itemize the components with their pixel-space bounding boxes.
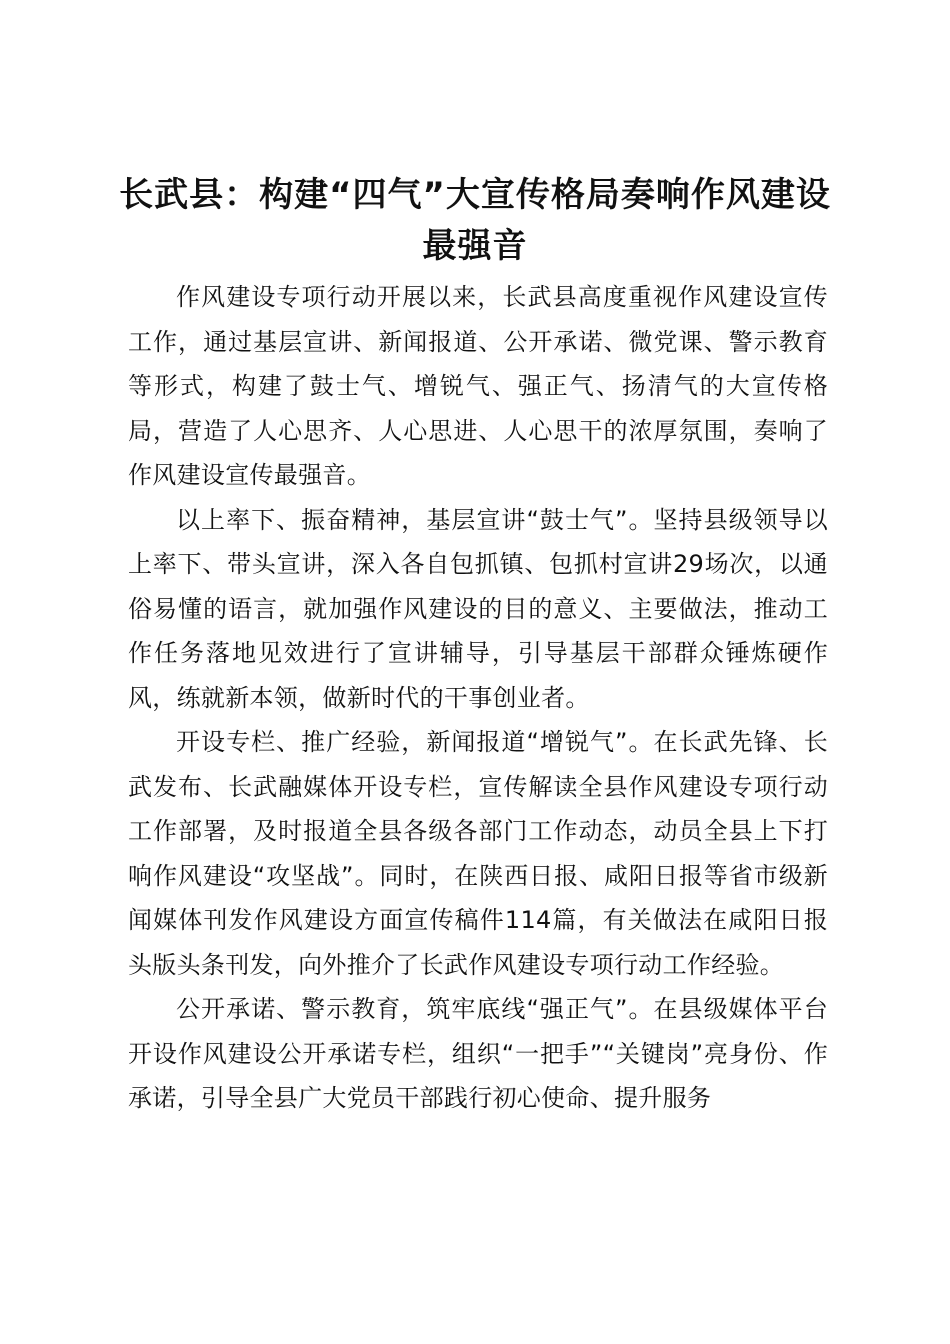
- paragraph-intro: 作风建设专项行动开展以来，长武县高度重视作风建设宣传工作，通过基层宣讲、新闻报道、公开承诺、微党课、警示教育等形式，构建了鼓士气、增锐气、强正气、扬清气的大宣传格局，营造了人心思齐、人心思进、人心思干的浓厚氛围，奏响了作风建设宣传最强音。: [128, 283, 828, 489]
- document-title: 长武县：构建“四气”大宣传格局奏响作风建设最强音: [119, 175, 831, 266]
- document-body: [128, 275, 828, 1121]
- paragraph-news-reports: 开设专栏、推广经验，新闻报道“增锐气”。在长武先锋、长武发布、长武融媒体开设专栏，宣传解读全县作风建设专项行动工作部署，及时报道全县各级各部门工作动态，动员全县上下打响作风建设“攻坚战”。同时，在陕西日报、咸阳日报等省市级新闻媒体刊发作风建设方面宣传稿件114篇，有关做法在咸阳日报头版头条刊发，向外推介了长武作风建设专项行动工作经验。: [128, 728, 828, 979]
- paragraph-public-commitment: 公开承诺、警示教育，筑牢底线“强正气”。在县级媒体平台开设作风建设公开承诺专栏，组织“一把手”“关键岗”亮身份、作承诺，引导全县广大党员干部践行初心使命、提升服务: [128, 995, 828, 1112]
- paragraph-grassroots-lecture: 以上率下、振奋精神，基层宣讲“鼓士气”。坚持县级领导以上率下、带头宣讲，深入各自包抓镇、包抓村宣讲29场次，以通俗易懂的语言，就加强作风建设的目的意义、主要做法，推动工作任务落地见效进行了宣讲辅导，引导基层干部群众锤炼硬作风，练就新本领，做新时代的干事创业者。: [128, 505, 828, 712]
